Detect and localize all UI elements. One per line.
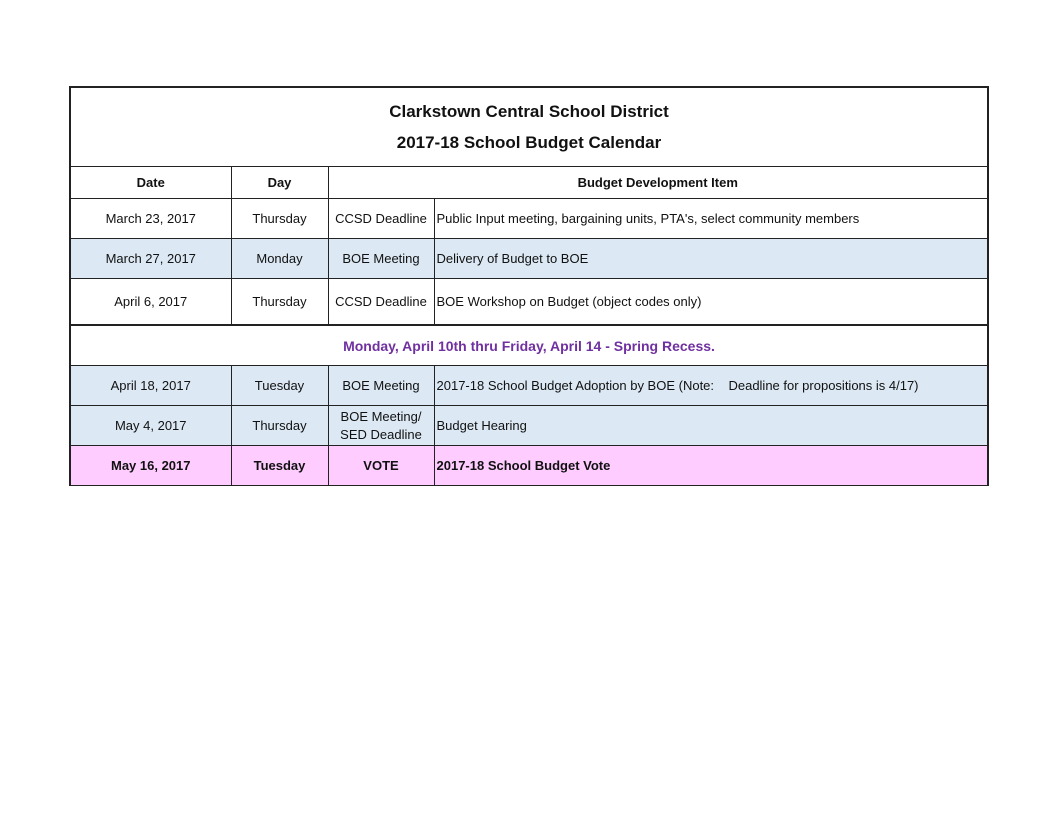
- type-cell: CCSD Deadline: [328, 199, 434, 239]
- date-cell: April 6, 2017: [70, 279, 231, 326]
- header-day: Day: [231, 167, 328, 199]
- recess-row: [70, 325, 988, 366]
- day-cell: Tuesday: [231, 446, 328, 486]
- type-cell: BOE Meeting: [328, 366, 434, 406]
- budget-calendar-table: [69, 86, 989, 486]
- table-row: [70, 366, 988, 406]
- table-row: [70, 446, 988, 486]
- item-cell: 2017-18 School Budget Vote: [434, 446, 988, 486]
- table-row: [70, 279, 988, 326]
- day-cell: Tuesday: [231, 366, 328, 406]
- date-cell: April 18, 2017: [70, 366, 231, 406]
- table-row: [70, 239, 988, 279]
- table-row: [70, 406, 988, 446]
- day-cell: Thursday: [231, 279, 328, 326]
- date-cell: May 16, 2017: [70, 446, 231, 486]
- type-cell: [328, 406, 434, 446]
- district-title: Clarkstown Central School District: [389, 102, 669, 121]
- header-row: [70, 167, 988, 199]
- type-line-1: BOE Meeting/: [340, 408, 422, 424]
- title-cell: [70, 87, 988, 167]
- table-row: [70, 199, 988, 239]
- type-line-2: SED Deadline: [340, 426, 422, 442]
- day-cell: Thursday: [231, 199, 328, 239]
- item-cell: Budget Hearing: [434, 406, 988, 446]
- header-date: Date: [70, 167, 231, 199]
- spring-recess-note: Monday, April 10th thru Friday, April 14 - Spring Recess.: [70, 325, 988, 366]
- date-cell: March 27, 2017: [70, 239, 231, 279]
- title-row: [70, 87, 988, 167]
- day-cell: Thursday: [231, 406, 328, 446]
- type-cell: BOE Meeting: [328, 239, 434, 279]
- item-cell: 2017-18 School Budget Adoption by BOE (Note: Deadline for propositions is 4/17): [434, 366, 988, 406]
- type-cell: VOTE: [328, 446, 434, 486]
- date-cell: March 23, 2017: [70, 199, 231, 239]
- type-cell: CCSD Deadline: [328, 279, 434, 326]
- header-item: Budget Development Item: [328, 167, 988, 199]
- item-cell: BOE Workshop on Budget (object codes only): [434, 279, 988, 326]
- item-cell: Public Input meeting, bargaining units, PTA's, select community members: [434, 199, 988, 239]
- day-cell: Monday: [231, 239, 328, 279]
- item-cell: Delivery of Budget to BOE: [434, 239, 988, 279]
- date-cell: May 4, 2017: [70, 406, 231, 446]
- calendar-title: 2017-18 School Budget Calendar: [396, 133, 662, 152]
